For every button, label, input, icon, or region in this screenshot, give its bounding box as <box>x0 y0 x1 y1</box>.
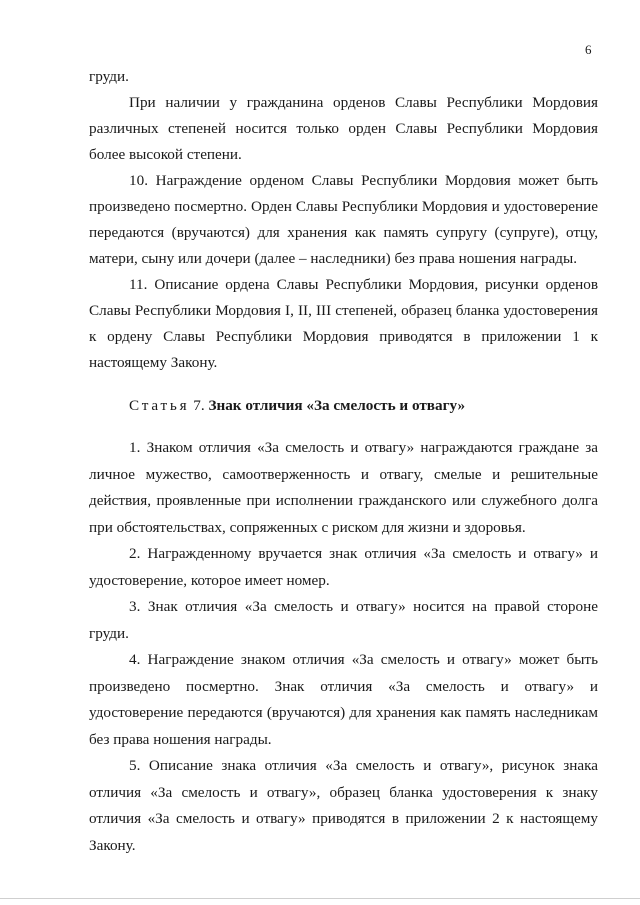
document-body <box>89 64 598 859</box>
paragraph-item-2: 2. Награжденному вручается знак отличия «За смелость и отвагу» и удостоверение, которое имеет номер. <box>89 545 598 589</box>
paragraph-item-11: 11. Описание ордена Славы Республики Мордовия, рисунки орденов Славы Республики Мордовия I, II, III степеней, образец бланка удостоверения к ордену Славы Республики Мордовия приводятся в приложении 1 к настоящему Закону. <box>89 276 598 371</box>
paragraph-item-5: 5. Описание знака отличия «За смелость и отвагу», рисунок знака отличия «За смелость и отвагу», образец бланка удостоверения к знаку отличия «За смелость и отвагу» приводятся в приложении 2 к настоящему Закону. <box>89 757 598 854</box>
paragraph-orders-degrees: При наличии у гражданина орденов Славы Республики Мордовия различных степеней носится только орден Славы Республики Мордовия более высокой степени. <box>89 94 598 163</box>
paragraph-continuation: груди. <box>89 68 129 85</box>
article-title: Знак отличия «За смелость и отвагу» <box>208 397 466 414</box>
paragraph-item-4: 4. Награждение знаком отличия «За смелость и отвагу» может быть произведено посмертно. Знак отличия «За смелость и отвагу» и удостоверение передаются (вручаются) для хранения как память наследникам без права ношения награды. <box>89 651 598 748</box>
article-prefix: Статья <box>129 397 190 414</box>
page-number: 6 <box>585 42 592 57</box>
article-7-body <box>89 435 598 859</box>
article-number: 7. <box>189 397 209 414</box>
paragraph-item-1: 1. Знаком отличия «За смелость и отвагу» награждаются граждане за личное мужество, самоотверженность и отвагу, смелые и решительные действия, проявленные при исполнении гражданского или служебного долга при обстоятельствах, сопряженных с риском для жизни и здоровья. <box>89 439 598 536</box>
page-bottom-edge <box>0 898 640 899</box>
paragraph-item-10: 10. Награждение орденом Славы Республики Мордовия может быть произведено посмертно. Орден Славы Республики Мордовия и удостоверение передаются (вручаются) для хранения как память супругу (супруге), отцу, матери, сыну или дочери (далее – наследники) без права ношения награды. <box>89 172 598 267</box>
article-heading <box>89 393 598 419</box>
paragraph-item-3: 3. Знак отличия «За смелость и отвагу» носится на правой стороне груди. <box>89 598 598 642</box>
